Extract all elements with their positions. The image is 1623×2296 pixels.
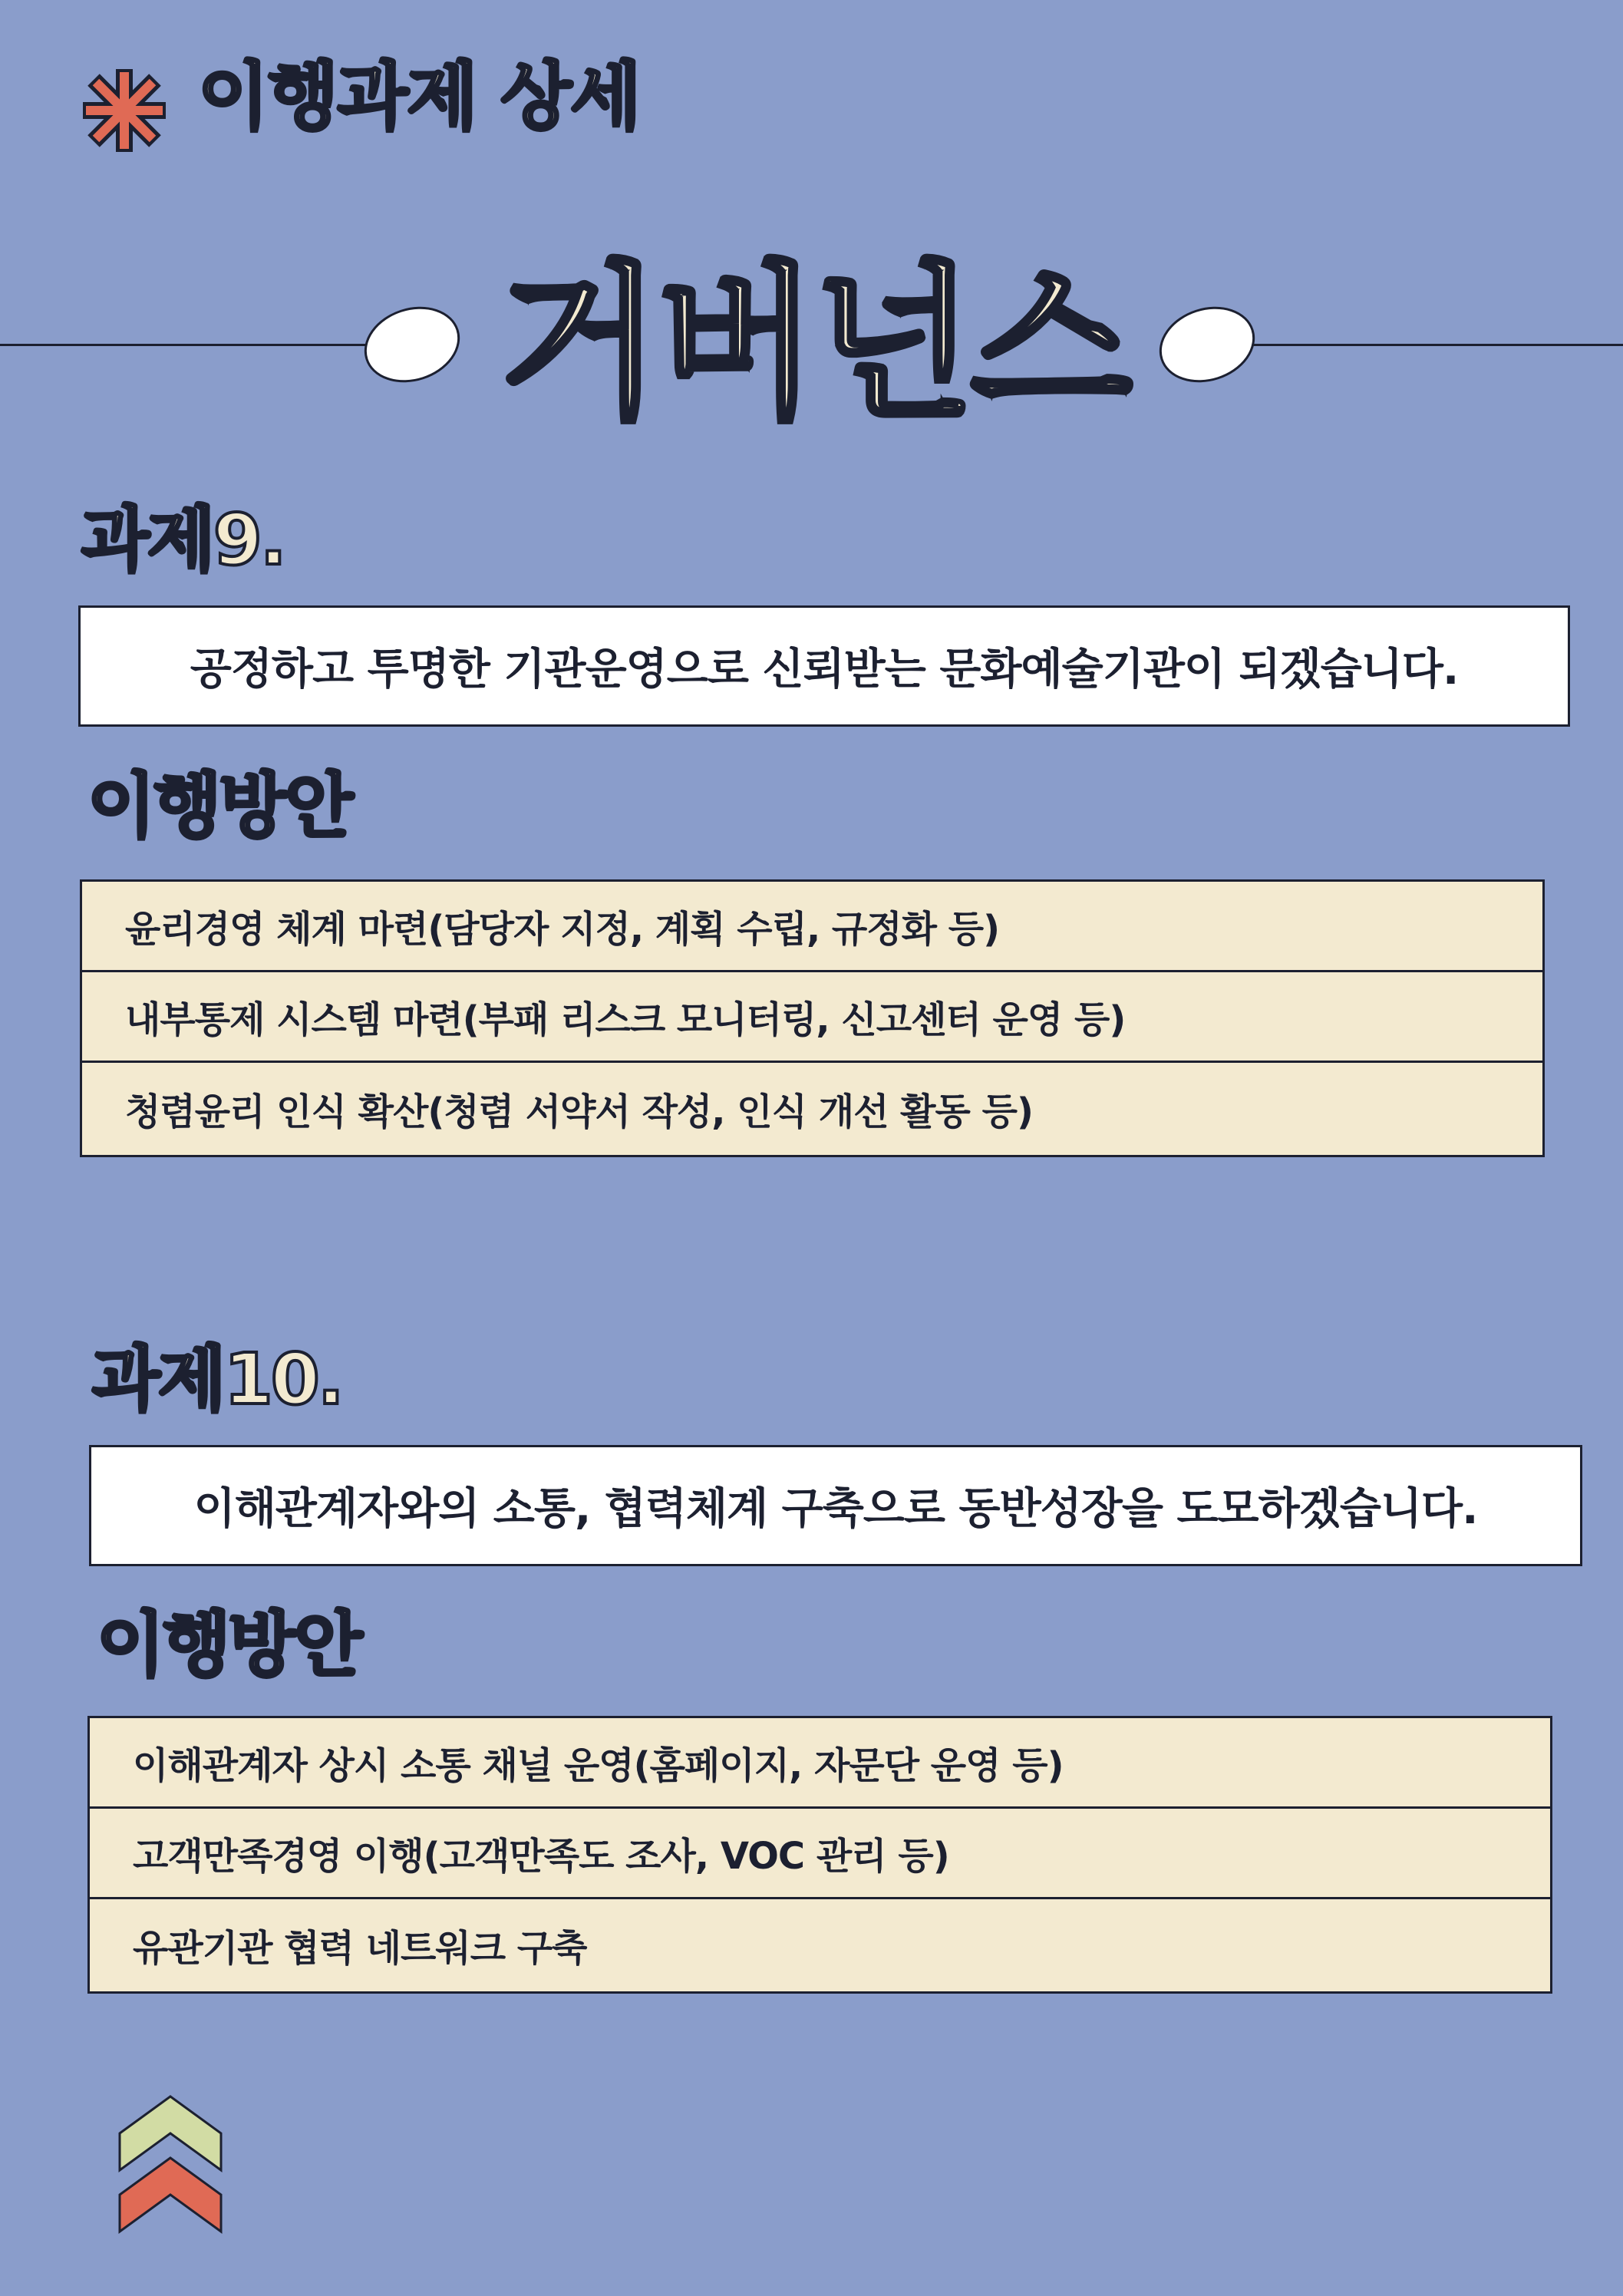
task-goal-box (78, 605, 1570, 727)
double-chevron-up-icon (117, 2093, 224, 2235)
plan-item: 내부통제 시스템 마련(부패 리스크 모니터링, 신고센터 운영 등) (82, 972, 1542, 1063)
task-goal-text: 공정하고 투명한 기관운영으로 신뢰받는 문화예술기관이 되겠습니다. (190, 645, 1459, 694)
task-heading: 과제10. (92, 1338, 342, 1420)
plan-item: 이해관계자 상시 소통 채널 운영(홈페이지, 자문단 운영 등) (90, 1718, 1550, 1809)
main-title: 거버넌스 (499, 247, 1128, 441)
asterisk-icon (78, 64, 170, 157)
task-goal-text: 이해관계자와의 소통, 협력체계 구축으로 동반성장을 도모하겠습니다. (193, 1484, 1478, 1534)
plan-item: 윤리경영 체계 마련(담당자 지정, 계획 수립, 규정화 등) (82, 882, 1542, 972)
title-rule-right (1251, 344, 1623, 346)
task-goal-box (89, 1445, 1582, 1566)
plan-item: 고객만족경영 이행(고객만족도 조사, VOC 관리 등) (90, 1809, 1550, 1899)
title-rule-left (0, 344, 368, 346)
plan-heading: 이행방안 (87, 765, 351, 847)
task-heading: 과제9. (81, 499, 285, 581)
plan-items-table (80, 879, 1545, 1157)
plan-items-table (87, 1716, 1552, 1994)
plan-item: 청렴윤리 인식 확산(청렴 서약서 작성, 인식 개선 활동 등) (125, 1090, 1033, 1133)
decorative-ellipse-left (361, 304, 463, 385)
decorative-ellipse-right (1156, 304, 1258, 385)
plan-heading: 이행방안 (97, 1604, 361, 1686)
header-title: 이행과제 상세 (198, 54, 640, 140)
plan-item: 유관기관 협력 네트워크 구축 (133, 1926, 587, 1970)
